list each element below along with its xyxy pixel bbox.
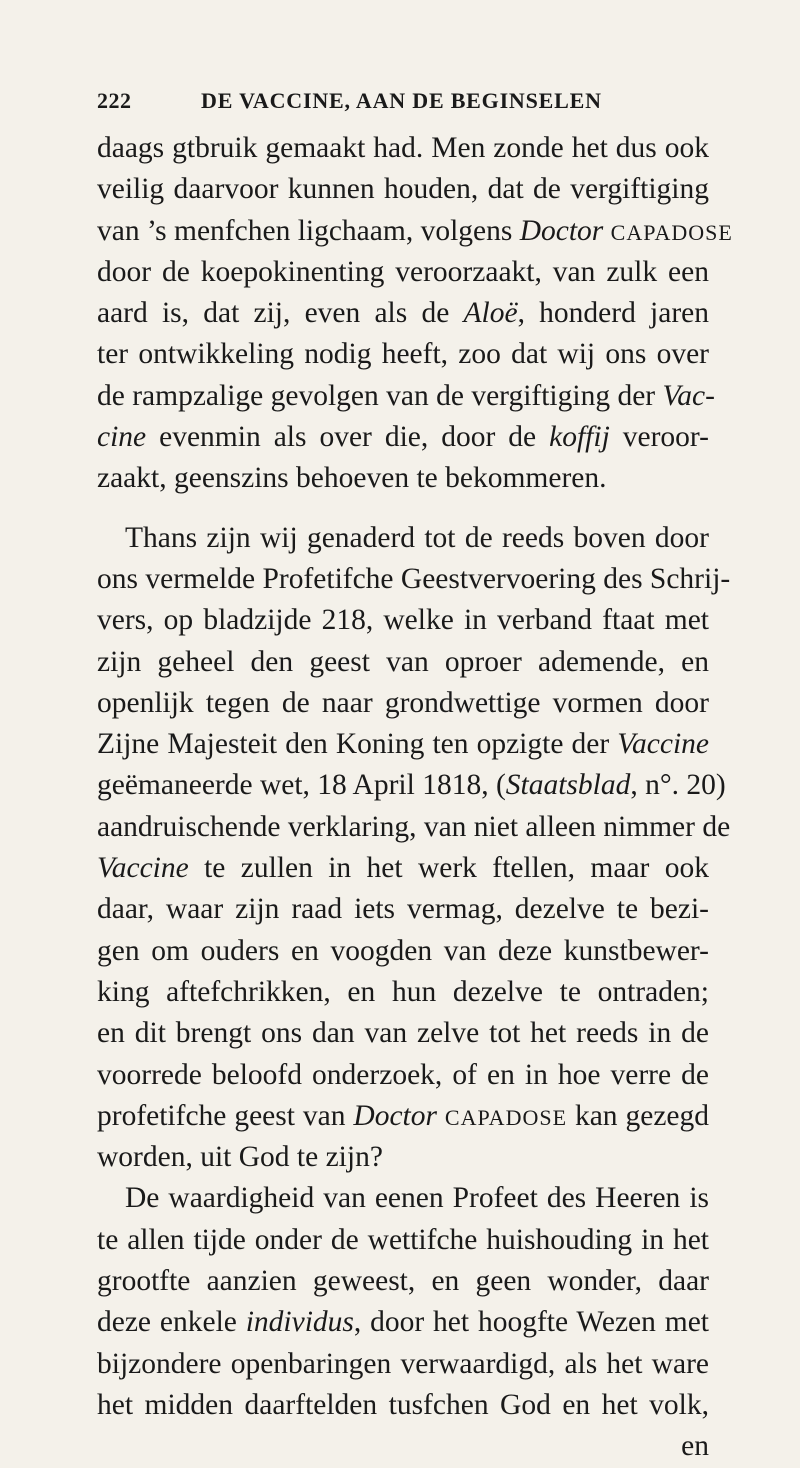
text-line	[97, 600, 709, 641]
text-line	[97, 128, 709, 169]
text-line	[97, 848, 709, 889]
running-title: DE VACCINE, AAN DE BEGINSELEN	[201, 88, 602, 113]
catchword	[97, 1426, 709, 1467]
text-line	[97, 1220, 709, 1261]
text-run	[437, 1100, 445, 1132]
text-run: door de koepokinenting veroorzaakt, van zulk een	[97, 255, 709, 288]
text-line	[97, 458, 709, 499]
text-run: en dit brengt ons dan van zelve tot het reeds in de	[97, 1017, 709, 1050]
text-run: de rampzalige gevolgen van de vergiftiging der	[97, 379, 663, 412]
italic-term: cine	[97, 421, 147, 454]
text-line	[97, 334, 709, 375]
text-run: , n°. 20)	[630, 769, 726, 802]
page-number: 222	[97, 88, 132, 113]
text-line	[97, 1261, 709, 1302]
text-line	[97, 931, 709, 972]
text-run: grootfte aanzien geweest, en geen wonder, daar	[97, 1265, 709, 1298]
text-run: voorrede beloofd onderzoek, of en in hoe verre de	[97, 1058, 709, 1091]
text-run: De waardigheid van eenen Profeet des Heeren is	[125, 1182, 709, 1215]
text-line	[97, 1385, 709, 1426]
text-line	[97, 642, 709, 683]
text-line	[97, 972, 709, 1013]
text-run: veroor-	[609, 421, 709, 454]
text-run: te zullen in het werk ftellen, maar ook	[188, 852, 709, 885]
text-line	[97, 724, 709, 765]
italic-term: Vac-	[662, 379, 715, 412]
text-line	[97, 889, 709, 930]
text-run: van ’s menfchen ligchaam, volgens	[97, 214, 520, 247]
text-line	[97, 169, 709, 210]
body-text	[97, 128, 733, 1468]
text-run: te allen tijde onder de wettifche huishouding in het	[97, 1223, 709, 1256]
text-line	[97, 252, 709, 293]
text-run: geëmaneerde wet, 18 April 1818, (	[97, 769, 506, 802]
small-caps-name: CAPADOSE	[610, 219, 733, 245]
text-run: zijn geheel den geest van oproer ademende, en	[97, 645, 709, 678]
text-line	[97, 559, 731, 600]
text-line	[97, 1344, 709, 1385]
text-line	[97, 765, 726, 806]
text-line	[97, 1096, 709, 1137]
text-run: king aftefchrikken, en hun dezelve te ontraden;	[97, 975, 709, 1008]
text-line	[97, 211, 733, 252]
italic-term: Doctor	[353, 1099, 437, 1132]
italic-term: Vaccine	[97, 852, 189, 885]
text-run: , honderd jaren	[517, 297, 710, 330]
text-line	[97, 1178, 709, 1219]
text-run: openlijk tegen de naar grondwettige vormen door	[97, 686, 709, 719]
text-run: het midden daarftelden tusfchen God en het volk,	[97, 1388, 709, 1421]
text-line	[97, 1302, 709, 1343]
text-line	[97, 518, 709, 559]
text-line	[97, 1137, 709, 1178]
italic-term: individus	[245, 1306, 354, 1339]
italic-term: Staatsblad	[505, 769, 631, 802]
text-run: daar, waar zijn raad iets vermag, dezelve te bezi-	[97, 893, 709, 926]
text-run: bijzondere openbaringen verwaardigd, als het ware	[97, 1347, 709, 1380]
text-line	[97, 417, 709, 458]
text-line	[97, 1013, 709, 1054]
text-run	[603, 215, 610, 247]
text-run: Thans zijn wij genaderd tot de reeds boven door	[125, 521, 709, 554]
small-caps-name: CAPADOSE	[444, 1104, 568, 1130]
text-line	[97, 807, 731, 848]
text-line	[97, 376, 715, 417]
text-run: deze enkele	[97, 1306, 246, 1339]
italic-term: Aloë	[463, 297, 518, 330]
text-run: vers, op bladzijde 218, welke in verband ftaat met	[97, 604, 709, 637]
text-run: zaakt, geenszins behoeven te bekommeren.	[97, 462, 607, 495]
text-run: en	[681, 1430, 709, 1463]
italic-term: koffij	[549, 421, 610, 454]
page-header	[97, 88, 707, 124]
italic-term: Doctor	[519, 214, 604, 247]
text-run: aandruischende verklaring, van niet alleen nimmer de	[97, 810, 731, 843]
text-run: Zijne Majesteit den Koning ten opzigte der	[97, 728, 618, 761]
text-line	[97, 293, 709, 334]
text-run: kan gezegd	[567, 1099, 710, 1132]
text-run: worden, uit God te zijn?	[97, 1141, 383, 1174]
italic-term: Vaccine	[617, 728, 709, 761]
text-run: gen om ouders en voogden van deze kunstbewer-	[97, 934, 709, 967]
text-run: evenmin als over die, door de	[146, 421, 550, 454]
text-run: daags gtbruik gemaakt had. Men zonde het dus ook	[97, 132, 709, 164]
text-run: veilig daarvoor kunnen houden, dat de vergiftiging	[97, 173, 709, 206]
text-run: ons vermelde Profetifche Geestvervoering des Schrij-	[97, 562, 731, 595]
text-run: aard is, dat zij, even als de	[97, 297, 464, 330]
text-run: profetifche geest van	[97, 1099, 354, 1132]
text-run: , door het hoogfte Wezen met	[353, 1306, 709, 1339]
text-line	[97, 1055, 709, 1096]
text-line	[97, 683, 709, 724]
text-run: ter ontwikkeling nodig heeft, zoo dat wij ons over	[97, 338, 709, 371]
